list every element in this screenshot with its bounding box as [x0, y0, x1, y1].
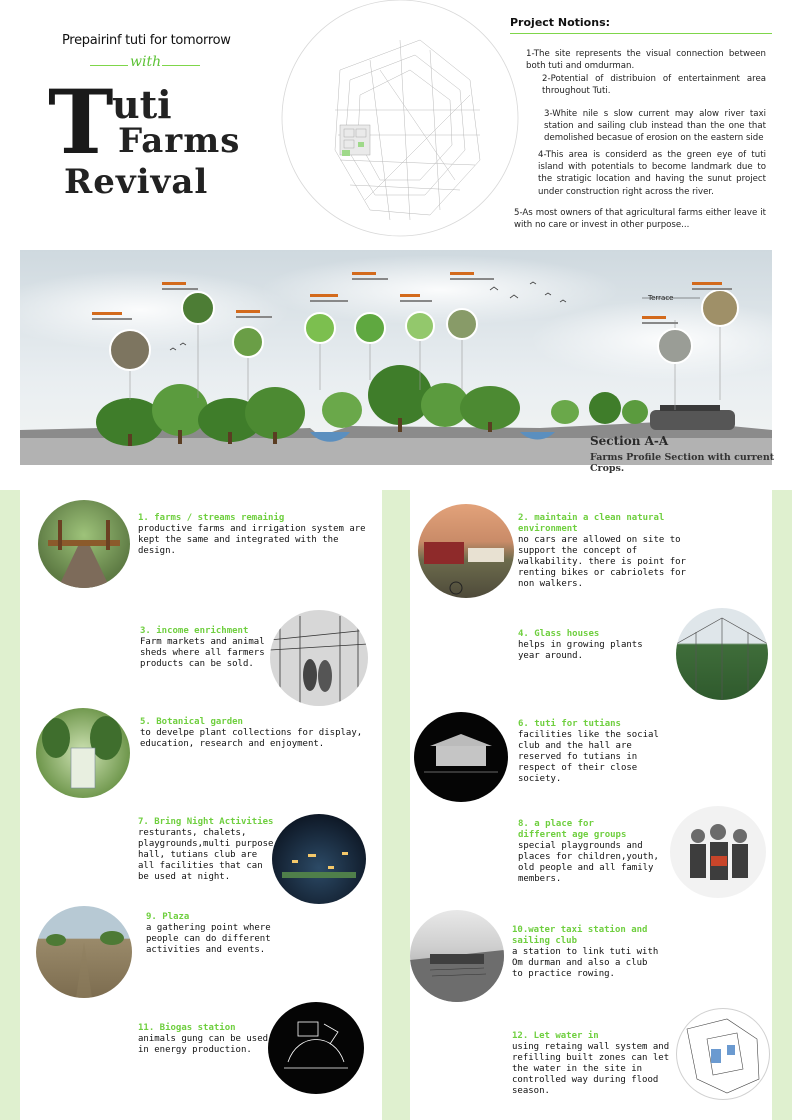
- feature-7-text: resturants, chalets, playgrounds,multi purpose hall, tutians club are all facilities that can be used at night.: [138, 828, 274, 882]
- feature-7-title: 7. Bring Night Activities: [138, 817, 274, 827]
- notion-4: 4-This area is considerd as the green eye of tuti island with potentials to become landmark due to the stratigic location and having the sunut project under construction right across the river.: [538, 150, 766, 197]
- notion-1: 1-The site represents the visual connection between both tuti and omdurman.: [526, 49, 766, 72]
- feature-4-image: [676, 608, 768, 700]
- feature-3-image: [270, 610, 368, 706]
- feature-5-image: [36, 708, 130, 798]
- feature-5-text: to develpe plant collections for display, education, research and enjoyment.: [140, 728, 363, 749]
- feature-3-text: Farm markets and animal sheds where all farmers products can be sold.: [140, 637, 265, 669]
- feature-3-title: 3. income enrichment: [140, 626, 249, 636]
- site-map-sketch: [280, 0, 520, 250]
- title-big-t: T: [48, 70, 112, 174]
- feature-6-text: facilities like the social club and the hall are reserved fo tutians in respect of their close society.: [518, 730, 659, 784]
- feature-6-title: 6. tuti for tutians: [518, 719, 621, 729]
- poster-subtitle: Prepairinf tuti for tomorrow: [62, 33, 231, 48]
- notion-5: 5-As most owners of that agricultural farms either leave it with no care or invest in other purpose...: [514, 208, 766, 231]
- feature-1-text: productive farms and irrigation system are kept the same and integrated with the design.: [138, 524, 366, 556]
- feature-7-image: [272, 814, 366, 904]
- feature-11-text: animals gung can be used in energy production.: [138, 1034, 269, 1055]
- feature-2-text: no cars are allowed on site to support the concept of walkability. there is point for renting bikes or cabriolets for non walkers.: [518, 535, 686, 589]
- feature-8-title: 8. a place for different age groups: [518, 819, 627, 840]
- title-revival: Revival: [64, 162, 209, 202]
- section-title: Section A-A: [590, 434, 669, 448]
- feature-8-text: special playgrounds and places for children,youth, old people and all family members.: [518, 841, 659, 884]
- feature-10-title: 10.water taxi station and sailing club: [512, 925, 648, 946]
- title-farms: Farms: [118, 121, 241, 161]
- feature-4-text: helps in growing plants year around.: [518, 640, 643, 661]
- feature-1-title: 1. farms / streams remainig: [138, 513, 285, 523]
- feature-5-title: 5. Botanical garden: [140, 717, 243, 727]
- feature-2-image: [418, 504, 514, 598]
- green-band-center: [382, 490, 410, 1120]
- feature-12-text: using retaing wall system and refilling built zones can let the water in the site in controlled way during flood season.: [512, 1042, 670, 1096]
- feature-9-title: 9. Plaza: [146, 912, 190, 922]
- feature-11-title: 11. Biogas station: [138, 1023, 236, 1033]
- feature-8-image: [670, 806, 766, 898]
- feature-12-title: 12. Let water in: [512, 1031, 599, 1041]
- notions-rule: [510, 33, 772, 34]
- with-right-rule: [162, 65, 200, 66]
- terrace-label: Terrace: [648, 294, 674, 302]
- notion-3: 3-White nile s slow current may alow river taxi station and sailing club instead than the one that demolished becasue of erosion on the eastern side: [544, 109, 766, 144]
- feature-2-title: 2. maintain a clean natural environment: [518, 513, 665, 534]
- feature-10-text: a station to link tuti with Om durman and also a club to practice rowing.: [512, 947, 659, 979]
- feature-12-image: [676, 1008, 770, 1100]
- feature-11-image: [268, 1002, 364, 1094]
- feature-4-title: 4. Glass houses: [518, 629, 600, 639]
- feature-1-image: [38, 500, 130, 588]
- feature-9-image: [36, 906, 132, 998]
- section-subtitle: Farms Profile Section with current Crops.: [590, 452, 775, 474]
- title-uti: uti: [112, 82, 172, 127]
- feature-6-image: [414, 712, 508, 802]
- feature-9-text: a gathering point where people can do different activities and events.: [146, 923, 271, 955]
- feature-10-image: [410, 910, 504, 1002]
- notions-title: Project Notions:: [510, 16, 611, 29]
- notion-2: 2-Potential of distribuion of entertainment area throughout Tuti.: [542, 74, 766, 97]
- green-band-right: [772, 490, 792, 1120]
- section-aa-illustration: [20, 250, 772, 465]
- with-word: with: [130, 54, 162, 70]
- green-band-left: [0, 490, 20, 1120]
- with-left-rule: [90, 65, 128, 66]
